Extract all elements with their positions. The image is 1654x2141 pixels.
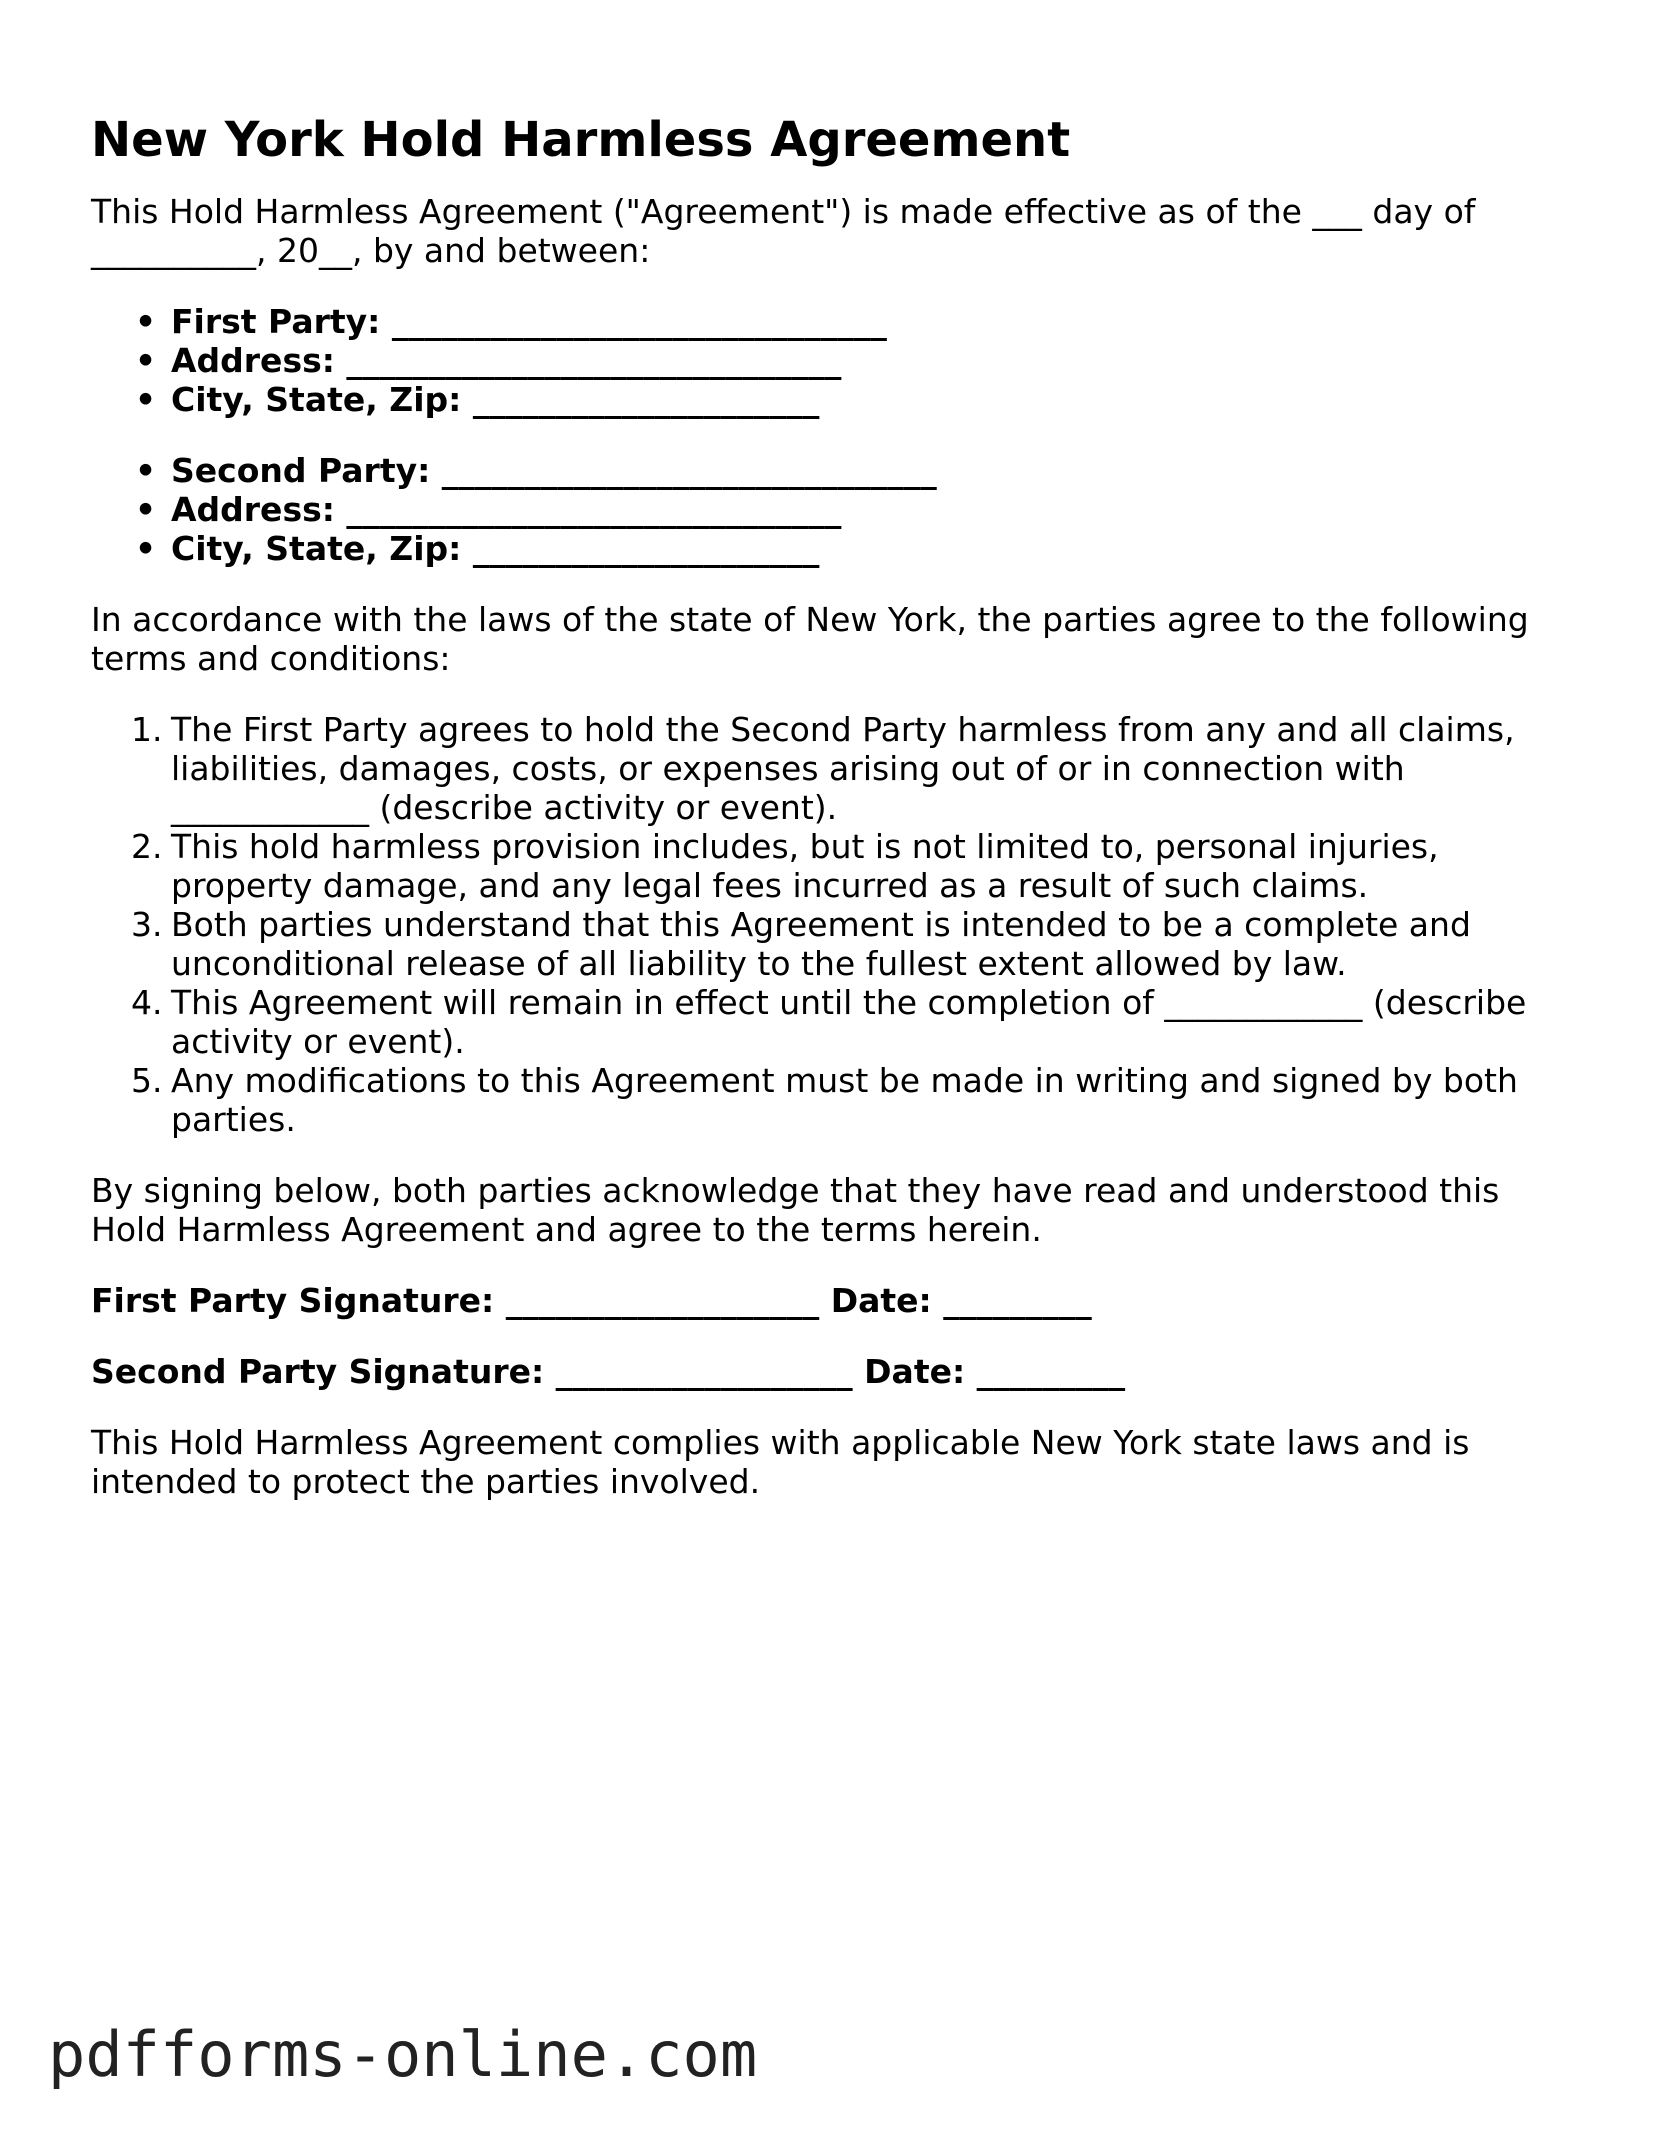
closing-paragraph: This Hold Harmless Agreement complies with applicable New York state laws and is intended to protect the parties involved. <box>91 1423 1470 1501</box>
first-party-name-field: First Party: ______________________________ <box>171 302 887 341</box>
bullet-icon: • <box>135 490 157 529</box>
acknowledge-paragraph: By signing below, both parties acknowledge that they have read and understood this Hold Harmless Agreement and agree to the terms herein. <box>91 1171 1500 1249</box>
term-text: Any modifications to this Agreement must be made in writing and signed by both parties. <box>171 1061 1518 1139</box>
list-item <box>135 490 1571 529</box>
term-text: Both parties understand that this Agreement is intended to be a complete and unconditional release of all liability to the fullest extent allowed by law. <box>171 905 1471 983</box>
terms-list <box>91 710 1571 1139</box>
term-item <box>131 1061 1571 1139</box>
bullet-icon: • <box>135 380 157 419</box>
first-party-signature-line: First Party Signature: ___________________ Date: _________ <box>91 1281 1092 1320</box>
document-page <box>91 110 1571 1533</box>
term-number: 2. <box>131 827 163 866</box>
bullet-icon: • <box>135 302 157 341</box>
term-number: 5. <box>131 1061 163 1100</box>
term-item <box>131 710 1571 827</box>
first-party-address-field: Address: ______________________________ <box>171 341 842 380</box>
term-item <box>131 905 1571 983</box>
term-item <box>131 827 1571 905</box>
term-text: This hold harmless provision includes, but is not limited to, personal injuries, property damage, and any legal fees incurred as a result of such claims. <box>171 827 1439 905</box>
term-text: The First Party agrees to hold the Second Party harmless from any and all claims, liabilities, damages, costs, or expenses arising out of or in connection with ____________ (describe activity or event). <box>171 710 1515 827</box>
list-item <box>135 451 1571 490</box>
bullet-icon: • <box>135 341 157 380</box>
document-title: New York Hold Harmless Agreement <box>91 112 1071 168</box>
bullet-icon: • <box>135 529 157 568</box>
second-party-list <box>91 451 1571 568</box>
term-number: 1. <box>131 710 163 749</box>
term-number: 3. <box>131 905 163 944</box>
list-item <box>135 380 1571 419</box>
second-party-signature-line: Second Party Signature: __________________ Date: _________ <box>91 1352 1126 1391</box>
terms-intro-paragraph: In accordance with the laws of the state of New York, the parties agree to the following terms and conditions: <box>91 600 1529 678</box>
first-party-city-field: City, State, Zip: _____________________ <box>171 380 820 419</box>
list-item <box>135 341 1571 380</box>
watermark-logo: pdfforms-online.com <box>48 2018 758 2091</box>
term-text: This Agreement will remain in effect until the completion of ____________ (describe activity or event). <box>171 983 1527 1061</box>
second-party-name-field: Second Party: ______________________________ <box>171 451 937 490</box>
term-item <box>131 983 1571 1061</box>
first-party-list <box>91 302 1571 419</box>
second-party-city-field: City, State, Zip: _____________________ <box>171 529 820 568</box>
term-number: 4. <box>131 983 163 1022</box>
intro-paragraph: This Hold Harmless Agreement ("Agreement") is made effective as of the ___ day of __________, 20__, by and between: <box>91 192 1476 270</box>
bullet-icon: • <box>135 451 157 490</box>
list-item <box>135 529 1571 568</box>
list-item <box>135 302 1571 341</box>
second-party-address-field: Address: ______________________________ <box>171 490 842 529</box>
